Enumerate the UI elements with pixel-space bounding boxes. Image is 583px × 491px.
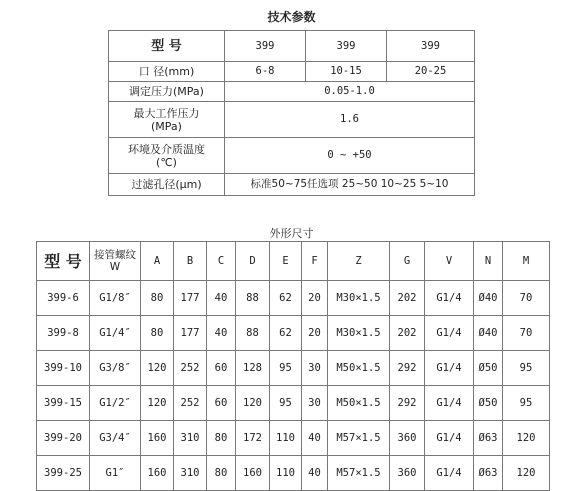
cell-n: Ø40	[474, 281, 503, 316]
cell-d: 160	[236, 456, 270, 491]
table-row	[109, 174, 475, 196]
cell-thread: G1/2″	[90, 386, 141, 421]
tech-params-table	[108, 30, 475, 196]
model-cell: 399	[306, 31, 387, 62]
cell-f: 40	[302, 421, 328, 456]
thread-header-line2: W	[109, 261, 121, 273]
cell-v: G1/4	[425, 386, 474, 421]
temperature-label-line2: (℃)	[156, 155, 177, 169]
table-row	[37, 281, 550, 316]
model-cell: 399	[387, 31, 475, 62]
table-row	[37, 421, 550, 456]
dimensions-table	[36, 241, 550, 491]
thread-column-header	[90, 242, 141, 281]
column-header: N	[474, 242, 503, 281]
cell-b: 252	[174, 351, 207, 386]
diameter-cell: 10-15	[306, 62, 387, 82]
cell-d: 172	[236, 421, 270, 456]
table-row	[37, 351, 550, 386]
temperature-label-line1: 环境及介质温度	[128, 142, 205, 156]
diameter-label: 口 径(mm)	[109, 62, 225, 82]
cell-z: M30×1.5	[328, 281, 390, 316]
table-row	[37, 316, 550, 351]
cell-thread: G1/8″	[90, 281, 141, 316]
cell-v: G1/4	[425, 316, 474, 351]
cell-f: 20	[302, 316, 328, 351]
table-row	[109, 102, 475, 138]
cell-d: 88	[236, 316, 270, 351]
cell-a: 80	[141, 281, 174, 316]
cell-n: Ø63	[474, 421, 503, 456]
model-cell: 399	[225, 31, 306, 62]
table-row	[109, 31, 475, 62]
cell-b: 310	[174, 421, 207, 456]
cell-z: M57×1.5	[328, 421, 390, 456]
dimensions-header-row	[37, 242, 550, 281]
cell-e: 95	[270, 351, 302, 386]
cell-z: M57×1.5	[328, 456, 390, 491]
cell-model: 399-8	[37, 316, 90, 351]
max-pressure-label-line1: 最大工作压力	[133, 106, 200, 120]
cell-m: 70	[503, 281, 550, 316]
model-column-header: 型 号	[37, 242, 90, 281]
cell-f: 30	[302, 386, 328, 421]
max-pressure-label-line2: (MPa)	[151, 119, 182, 133]
column-header: A	[141, 242, 174, 281]
thread-header-line1: 接管螺纹	[94, 249, 136, 261]
cell-c: 40	[207, 281, 236, 316]
cell-c: 60	[207, 351, 236, 386]
cell-b: 177	[174, 281, 207, 316]
column-header: M	[503, 242, 550, 281]
cell-c: 80	[207, 456, 236, 491]
dimensions-body	[37, 281, 550, 491]
table-row	[109, 138, 475, 174]
column-header: B	[174, 242, 207, 281]
cell-e: 62	[270, 316, 302, 351]
cell-v: G1/4	[425, 351, 474, 386]
dimensions-title: 外形尺寸	[269, 227, 314, 240]
cell-thread: G3/4″	[90, 421, 141, 456]
cell-a: 80	[141, 316, 174, 351]
table-row	[109, 62, 475, 82]
cell-g: 292	[390, 351, 425, 386]
cell-thread: G3/8″	[90, 351, 141, 386]
tech-params-title: 技术参数	[267, 10, 316, 24]
cell-n: Ø40	[474, 316, 503, 351]
cell-f: 20	[302, 281, 328, 316]
cell-model: 399-6	[37, 281, 90, 316]
cell-e: 110	[270, 456, 302, 491]
cell-c: 40	[207, 316, 236, 351]
cell-m: 120	[503, 421, 550, 456]
cell-d: 88	[236, 281, 270, 316]
cell-b: 310	[174, 456, 207, 491]
cell-model: 399-20	[37, 421, 90, 456]
table-row	[37, 386, 550, 421]
cell-d: 128	[236, 351, 270, 386]
table-row	[37, 456, 550, 491]
cell-v: G1/4	[425, 456, 474, 491]
cell-a: 120	[141, 386, 174, 421]
column-header: D	[236, 242, 270, 281]
column-header: V	[425, 242, 474, 281]
column-header: G	[390, 242, 425, 281]
cell-e: 62	[270, 281, 302, 316]
cell-n: Ø50	[474, 351, 503, 386]
cell-z: M50×1.5	[328, 386, 390, 421]
filter-label: 过滤孔径(μm)	[109, 174, 225, 196]
cell-v: G1/4	[425, 281, 474, 316]
cell-m: 95	[503, 351, 550, 386]
cell-model: 399-15	[37, 386, 90, 421]
cell-n: Ø50	[474, 386, 503, 421]
cell-a: 160	[141, 456, 174, 491]
table-row	[109, 82, 475, 102]
max-pressure-label	[109, 102, 225, 138]
cell-a: 160	[141, 421, 174, 456]
column-header: F	[302, 242, 328, 281]
cell-thread: G1″	[90, 456, 141, 491]
cell-f: 40	[302, 456, 328, 491]
cell-f: 30	[302, 351, 328, 386]
diameter-cell: 20-25	[387, 62, 475, 82]
cell-g: 360	[390, 421, 425, 456]
diameter-cell: 6-8	[225, 62, 306, 82]
temperature-value: 0 ~ +50	[225, 138, 475, 174]
cell-model: 399-25	[37, 456, 90, 491]
cell-thread: G1/4″	[90, 316, 141, 351]
cell-g: 360	[390, 456, 425, 491]
column-header: C	[207, 242, 236, 281]
column-header: E	[270, 242, 302, 281]
cell-model: 399-10	[37, 351, 90, 386]
cell-m: 70	[503, 316, 550, 351]
cell-a: 120	[141, 351, 174, 386]
cell-b: 177	[174, 316, 207, 351]
cell-g: 202	[390, 281, 425, 316]
cell-m: 95	[503, 386, 550, 421]
cell-e: 110	[270, 421, 302, 456]
pressure-label: 调定压力(MPa)	[109, 82, 225, 102]
cell-n: Ø63	[474, 456, 503, 491]
column-header: Z	[328, 242, 390, 281]
cell-c: 80	[207, 421, 236, 456]
cell-c: 60	[207, 386, 236, 421]
cell-z: M30×1.5	[328, 316, 390, 351]
cell-b: 252	[174, 386, 207, 421]
temperature-label	[109, 138, 225, 174]
cell-d: 120	[236, 386, 270, 421]
max-pressure-value: 1.6	[225, 102, 475, 138]
cell-z: M50×1.5	[328, 351, 390, 386]
filter-value: 标准50~75任选项 25~50 10~25 5~10	[225, 174, 475, 196]
pressure-value: 0.05-1.0	[225, 82, 475, 102]
cell-e: 95	[270, 386, 302, 421]
cell-g: 292	[390, 386, 425, 421]
cell-m: 120	[503, 456, 550, 491]
cell-g: 202	[390, 316, 425, 351]
model-header-label: 型 号	[109, 31, 225, 62]
cell-v: G1/4	[425, 421, 474, 456]
